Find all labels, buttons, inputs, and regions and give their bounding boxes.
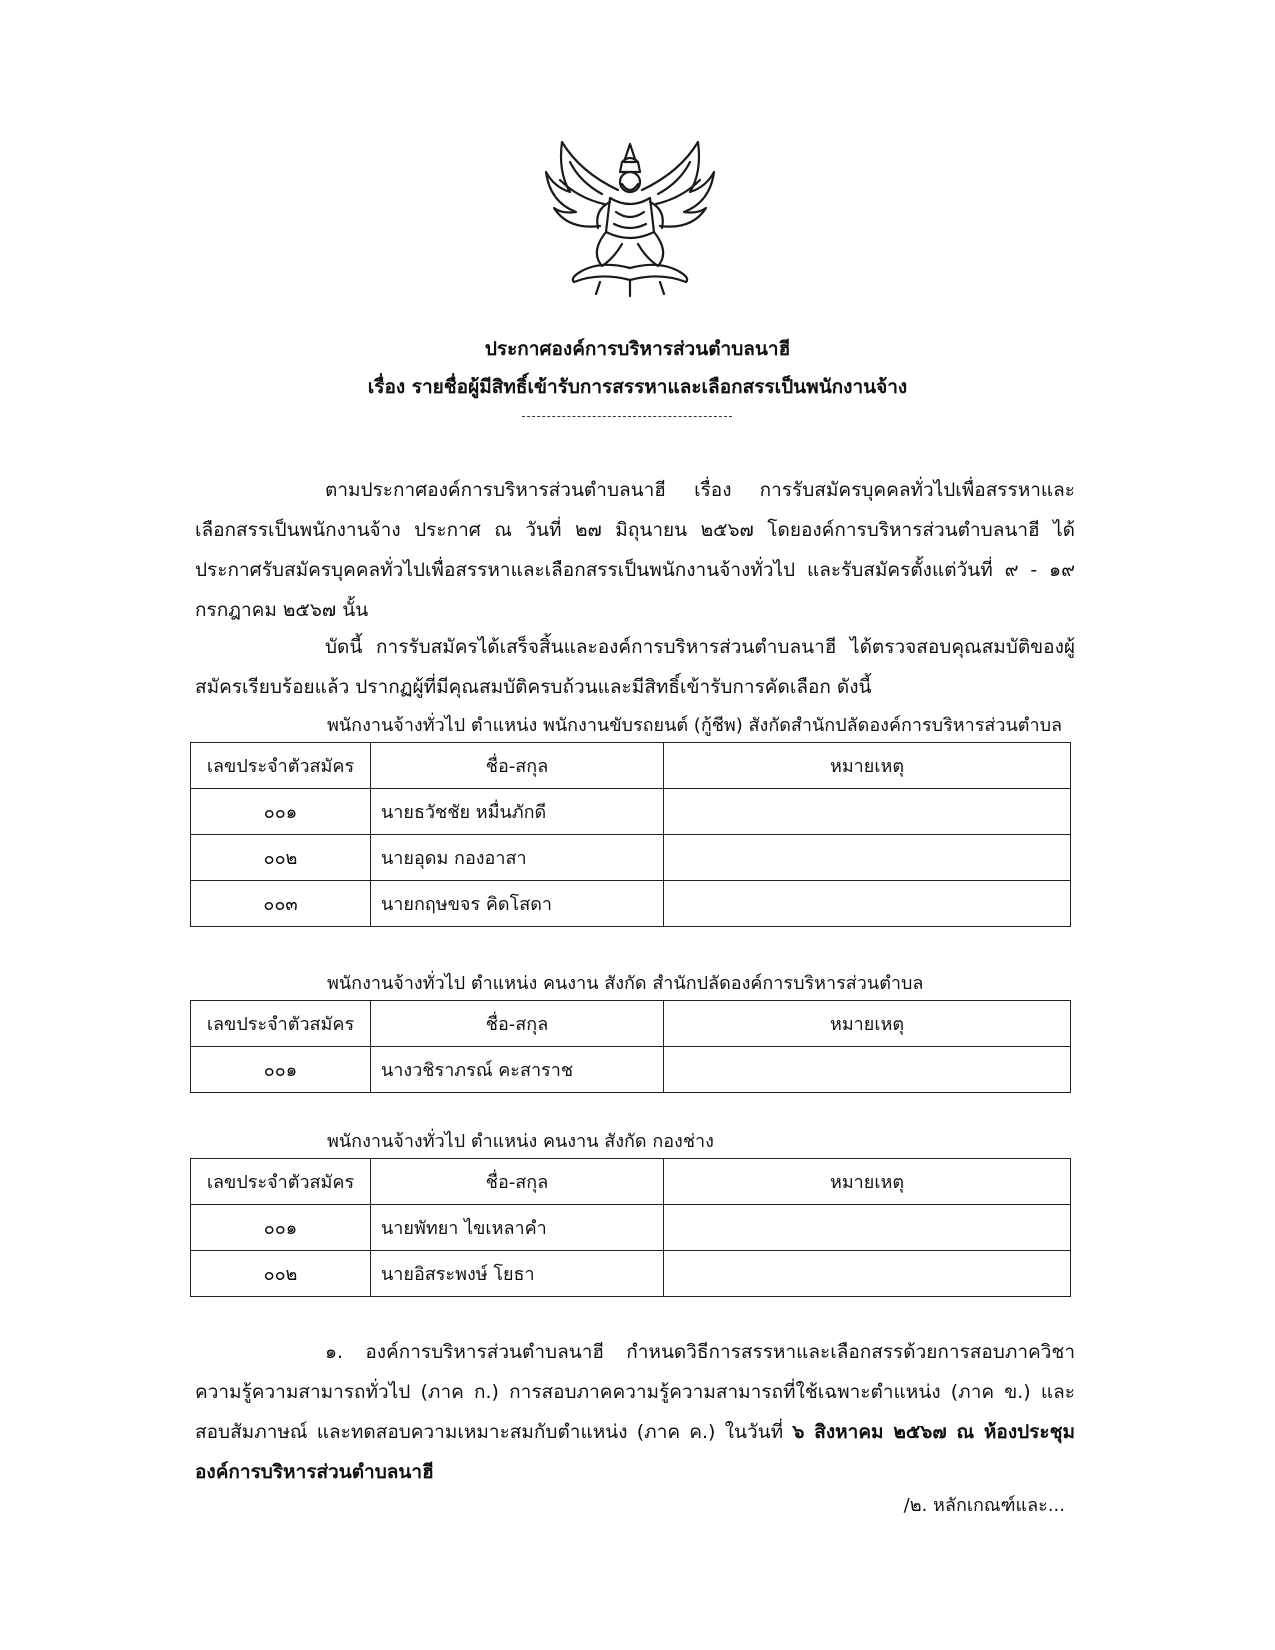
result-paragraph	[195, 627, 1075, 707]
section-one-paragraph	[195, 1332, 1075, 1492]
table-row	[191, 1205, 1071, 1251]
garuda-emblem-icon	[540, 132, 720, 302]
applicant-name: นายกฤษขจร คิดโสดา	[371, 881, 664, 927]
applicant-note	[664, 1251, 1071, 1297]
column-header-id: เลขประจำตัวสมัคร	[191, 1001, 371, 1047]
column-header-name: ชื่อ-สกุล	[371, 743, 664, 789]
column-header-name: ชื่อ-สกุล	[371, 1159, 664, 1205]
column-header-id: เลขประจำตัวสมัคร	[191, 1159, 371, 1205]
applicant-table-driver	[190, 742, 1071, 927]
column-header-id: เลขประจำตัวสมัคร	[191, 743, 371, 789]
applicant-id: ๐๐๑	[191, 1047, 371, 1093]
table-row	[191, 789, 1071, 835]
table-row	[191, 881, 1071, 927]
applicant-note	[664, 1205, 1071, 1251]
applicant-name: นางวชิราภรณ์ คะสาราช	[371, 1047, 664, 1093]
applicant-id: ๐๐๒	[191, 1251, 371, 1297]
result-paragraph-text: บัดนี้ การรับสมัครได้เสร็จสิ้นและองค์การบริหารส่วนตำบลนาฮี ได้ตรวจสอบคุณสมบัติของผู้สมัครเรียบร้อยแล้ว ปรากฏผู้ที่มีคุณสมบัติครบถ้วนและมีสิทธิ์เข้ารับการคัดเลือก ดังนี้	[195, 636, 1075, 698]
table-row	[191, 1047, 1071, 1093]
table-row	[191, 1251, 1071, 1297]
announcement-title: ประกาศองค์การบริหารส่วนตำบลนาฮี	[484, 338, 791, 360]
column-header-note: หมายเหตุ	[664, 1001, 1071, 1047]
column-header-name: ชื่อ-สกุล	[371, 1001, 664, 1047]
applicant-table-worker-engineering	[190, 1158, 1071, 1297]
table-header-row	[191, 1159, 1071, 1205]
column-header-note: หมายเหตุ	[664, 743, 1071, 789]
applicant-note	[664, 1047, 1071, 1093]
applicant-id: ๐๐๑	[191, 1205, 371, 1251]
applicant-note	[664, 881, 1071, 927]
section-one-text: ๑. องค์การบริหารส่วนตำบลนาฮี กำหนดวิธีการสรรหาและเลือกสรรด้วยการสอบภาควิชาความรู้ความสามารถทั่วไป (ภาค ก.) การสอบภาคความรู้ความสามารถที่ใช้เฉพาะตำแหน่ง (ภาค ข.) และสอบสัมภาษณ์ และทดสอบความเหมาะสมกับตำแหน่ง (ภาค ค.) ในวันที่	[195, 1341, 1075, 1443]
intro-paragraph	[195, 470, 1075, 630]
table-caption-driver: พนักงานจ้างทั่วไป ตำแหน่ง พนักงานขับรถยนต์ (กู้ชีพ) สังกัดสำนักปลัดองค์การบริหารส่วนตำบล	[327, 715, 1063, 736]
applicant-name: นายอุดม กองอาสา	[371, 835, 664, 881]
table-row	[191, 835, 1071, 881]
table-header-row	[191, 743, 1071, 789]
table-caption-worker-engineering: พนักงานจ้างทั่วไป ตำแหน่ง คนงาน สังกัด กองช่าง	[327, 1131, 714, 1152]
title-divider	[522, 416, 732, 417]
table-header-row	[191, 1001, 1071, 1047]
applicant-name: นายธวัชชัย หมื่นภักดี	[371, 789, 664, 835]
applicant-id: ๐๐๑	[191, 789, 371, 835]
applicant-note	[664, 789, 1071, 835]
applicant-id: ๐๐๓	[191, 881, 371, 927]
announcement-subject: เรื่อง รายชื่อผู้มีสิทธิ์เข้ารับการสรรหาและเลือกสรรเป็นพนักงานจ้าง	[367, 376, 908, 398]
applicant-name: นายอิสระพงษ์ โยธา	[371, 1251, 664, 1297]
applicant-name: นายพัทยา ไขเหลาคำ	[371, 1205, 664, 1251]
applicant-id: ๐๐๒	[191, 835, 371, 881]
section-one-bold-text: ๖ สิงหาคม ๒๕๖๗ ณ ห้องประชุมองค์การบริหารส่วนตำบลนาฮี	[195, 1421, 1076, 1483]
applicant-table-worker-office	[190, 1000, 1071, 1093]
page-continuation: /๒. หลักเกณฑ์และ...	[903, 1495, 1065, 1516]
table-caption-worker-office: พนักงานจ้างทั่วไป ตำแหน่ง คนงาน สังกัด สำนักปลัดองค์การบริหารส่วนตำบล	[327, 973, 924, 994]
column-header-note: หมายเหตุ	[664, 1159, 1071, 1205]
applicant-note	[664, 835, 1071, 881]
intro-paragraph-text: ตามประกาศองค์การบริหารส่วนตำบลนาฮี เรื่อง การรับสมัครบุคคลทั่วไปเพื่อสรรหาและเลือกสรรเป็นพนักงานจ้าง ประกาศ ณ วันที่ ๒๗ มิถุนายน ๒๕๖๗ โดยองค์การบริหารส่วนตำบลนาฮี ได้ประกาศรับสมัครบุคคลทั่วไปเพื่อสรรหาและเลือกสรรเป็นพนักงานจ้างทั่วไป และรับสมัครตั้งแต่วันที่ ๙ - ๑๙ กรกฎาคม ๒๕๖๗ นั้น	[195, 479, 1075, 621]
